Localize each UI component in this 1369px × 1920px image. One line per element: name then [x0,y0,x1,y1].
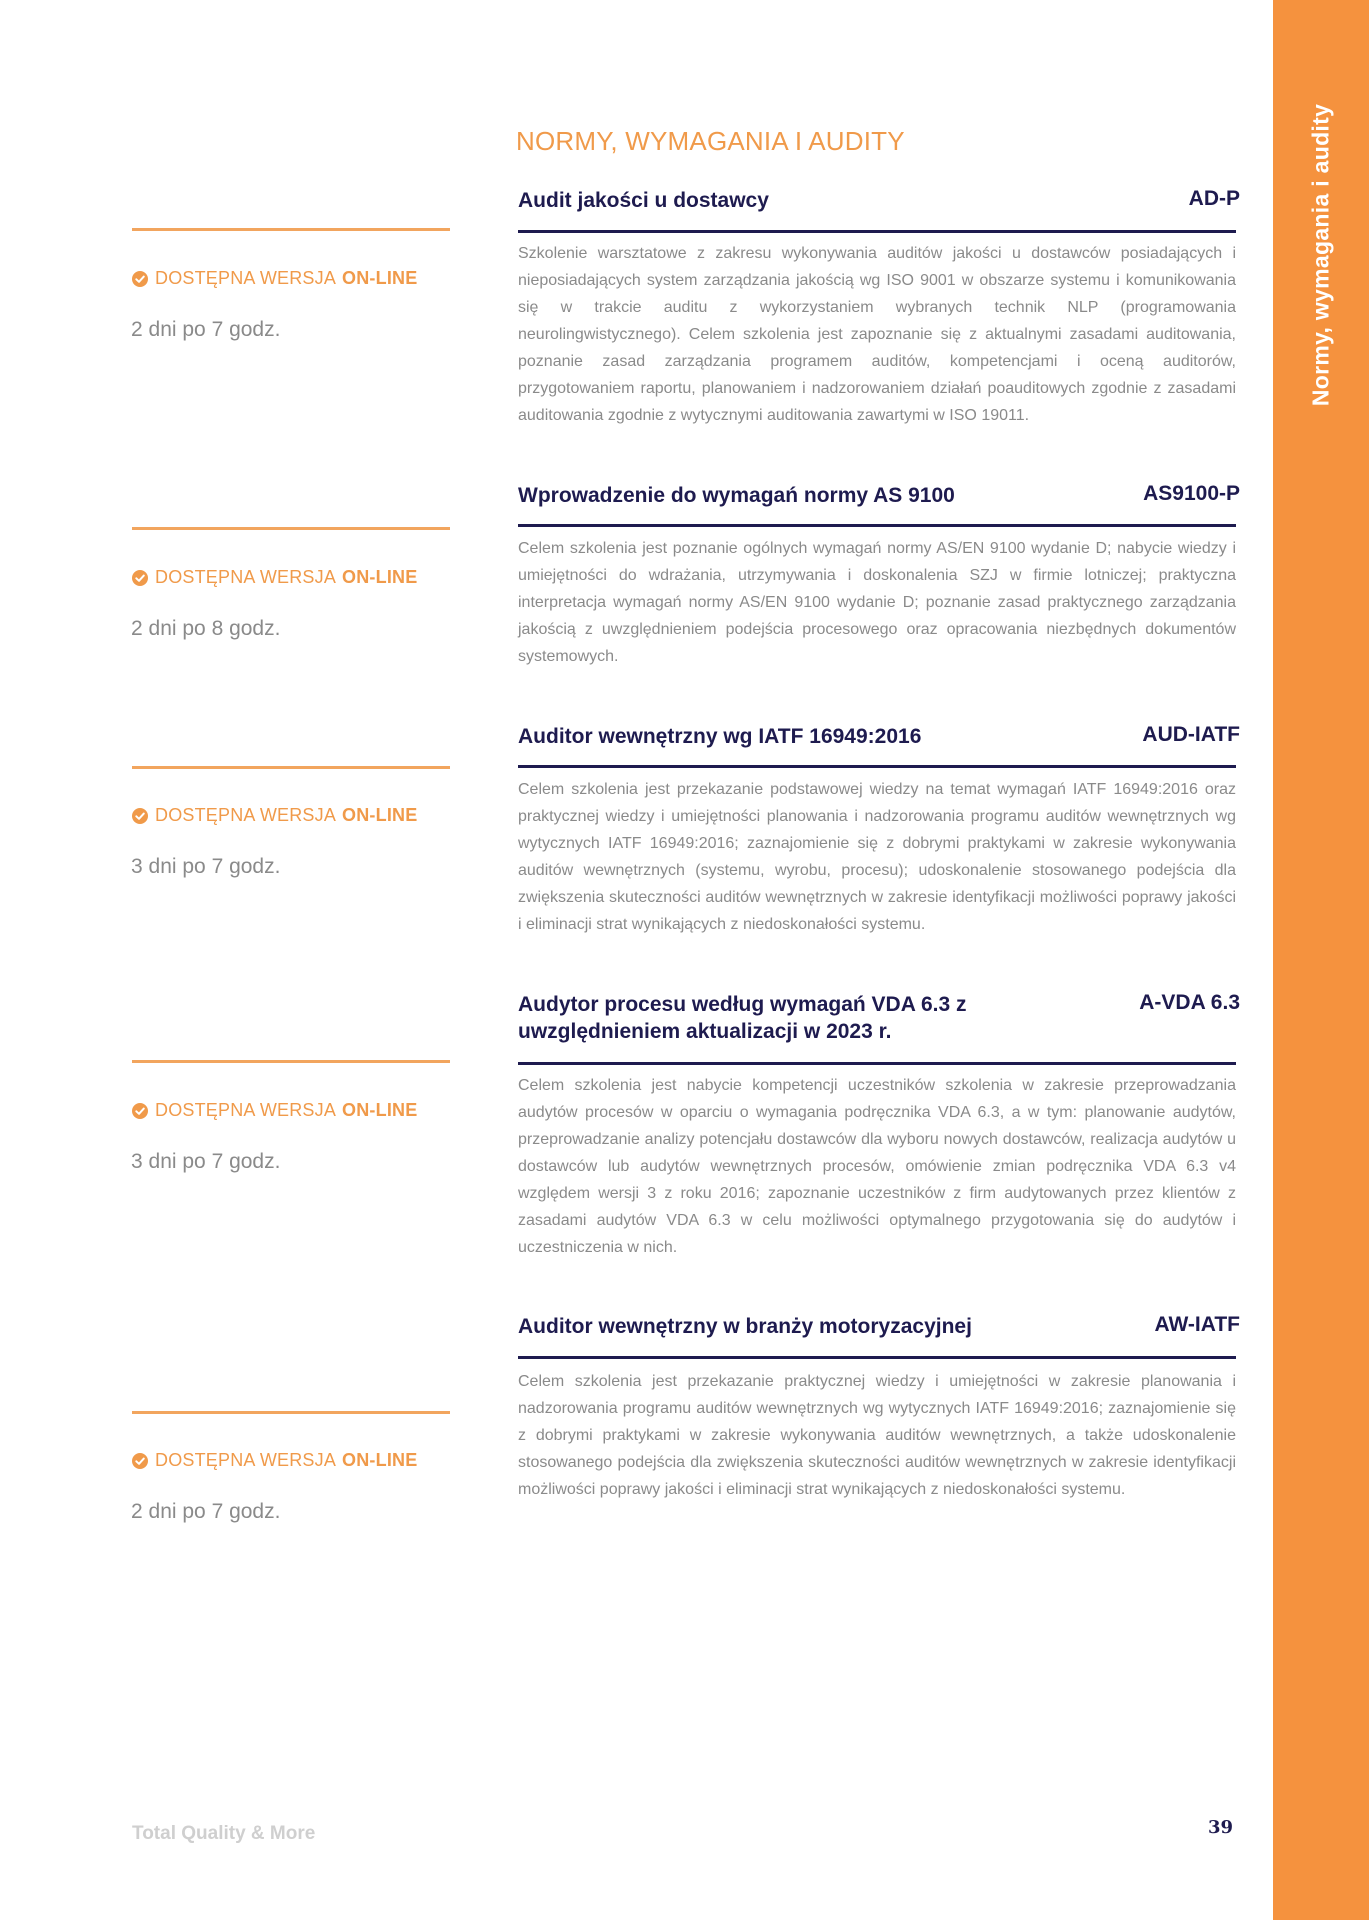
online-badge [132,567,417,588]
online-badge-emphasis: ON-LINE [342,1450,418,1470]
check-circle-icon [132,1453,148,1469]
sidebar-divider [132,228,450,231]
course-description: Celem szkolenia jest poznanie ogólnych wymagań normy AS/EN 9100 wydanie D; nabycie wiedzy i umiejętności do wdrażania, utrzymywania i doskonalenia SZJ w firmie lotniczej; praktyczna interpretacja wymagań normy AS/EN 9100 wydanie D; poznanie zasad praktycznego zarządzania jakością z uwzględnieniem podejścia procesowego oraz opracowania niezbędnych dokumentów systemowych. [518,540,1236,665]
course-title: Audytor procesu według wymagań VDA 6.3 z uwzględnieniem aktualizacji w 2023 r. [518,993,967,1043]
sidebar-divider [132,527,450,530]
course-description: Celem szkolenia jest przekazanie praktycznej wiedzy i umiejętności w zakresie planowania i nadzorowania programu auditów wewnętrznych wg wytycznych IATF 16949:2016; zaznajomienie się z dobrymi praktykami w zakresie wykonywania auditów wewnętrznych, a także udoskonalenie stosowanego podejścia dla zwiększenia skuteczności auditów wewnętrznych w zakresie identyfikacji możliwości poprawy jakości i eliminacji strat wynikających z niedoskonałości systemu. [518,1373,1236,1498]
course-title: Wprowadzenie do wymagań normy AS 9100 [518,484,955,507]
course-code: AW-IATF [1154,1313,1240,1336]
course-description: Celem szkolenia jest nabycie kompetencji uczestników szkolenia w zakresie przeprowadzania audytów procesów w oparciu o wymagania podręcznika VDA 6.3, a w tym: planowanie audytów, przeprowadzanie analizy potencjału dostawców dla wyboru nowych dostawców, realizacja audytów u dostawców lub audytów wewnętrznych procesów, omówienie zmian podręcznika VDA 6.3 v4 względem wersji 3 z roku 2016; zapoznanie uczestników z firm audytowanych przez klientów z zasadami audytów VDA 6.3 w celu możliwości optymalnego przygotowania się do audytów i uczestniczenia w nich. [518,1077,1236,1256]
course-code: A-VDA 6.3 [1139,991,1240,1014]
online-badge [132,1100,417,1121]
course-divider [518,765,1236,768]
course-duration: 3 dni po 7 godz. [131,855,281,878]
course-divider [518,1062,1236,1065]
online-badge [132,805,417,826]
online-badge-prefix: DOSTĘPNA WERSJA [155,567,337,587]
sidebar-divider [132,1411,450,1414]
footer-brand: Total Quality & More [132,1823,316,1844]
side-tab-label: Normy, wymagania i audity [1307,103,1334,407]
course-title: Audit jakości u dostawcy [518,189,769,212]
course-title: Auditor wewnętrzny w branży motoryzacyjnej [518,1315,972,1338]
check-circle-icon [132,271,148,287]
online-badge-emphasis: ON-LINE [342,268,418,288]
course-divider [518,1356,1236,1359]
course-divider [518,524,1236,527]
online-badge [132,268,417,289]
check-circle-icon [132,1103,148,1119]
course-duration: 2 dni po 8 godz. [131,617,281,640]
course-code: AD-P [1188,187,1240,210]
online-badge-prefix: DOSTĘPNA WERSJA [155,1450,337,1470]
check-circle-icon [132,570,148,586]
course-divider [518,230,1236,233]
online-badge-emphasis: ON-LINE [342,805,418,825]
online-badge-prefix: DOSTĘPNA WERSJA [155,268,337,288]
course-code: AS9100-P [1143,482,1240,505]
online-badge-prefix: DOSTĘPNA WERSJA [155,1100,337,1120]
course-duration: 3 dni po 7 godz. [131,1150,281,1173]
online-badge-emphasis: ON-LINE [342,1100,418,1120]
sidebar-divider [132,766,450,769]
course-duration: 2 dni po 7 godz. [131,318,281,341]
course-description: Celem szkolenia jest przekazanie podstawowej wiedzy na temat wymagań IATF 16949:2016 oraz praktycznej wiedzy i umiejętności planowania i nadzorowania programu auditów wewnętrznych wg wytycznych IATF 16949:2016; zaznajomienie się z dobrymi praktykami w zakresie wykonywania auditów wewnętrznych (systemu, wyrobu, procesu); udoskonalenie stosowanego podejścia dla zwiększenia skuteczności auditów wewnętrznych w zakresie identyfikacji możliwości poprawy jakości i eliminacji strat wynikających z niedoskonałości systemu. [518,781,1236,933]
section-title: NORMY, WYMAGANIA I AUDITY [516,126,905,156]
page-number: 39 [1208,1817,1234,1838]
course-description: Szkolenie warsztatowe z zakresu wykonywania auditów jakości u dostawców posiadających i nieposiadających system zarządzania jakością wg ISO 9001 w obszarze systemu i komunikowania się w trakcie auditu z wykorzystaniem wybranych technik NLP (programowania neurolingwistycznego). Celem szkolenia jest zapoznanie się z aktualnymi zasadami auditowania, poznanie zasad zarządzania programem auditów, kompetencjami i oceną auditorów, przygotowaniem raportu, planowaniem i nadzorowaniem działań poauditowych zgodnie z zasadami auditowania zgodnie z wytycznymi auditowania zawartymi w ISO 19011. [518,245,1236,424]
check-circle-icon [132,808,148,824]
course-code: AUD-IATF [1142,723,1240,746]
online-badge-prefix: DOSTĘPNA WERSJA [155,805,337,825]
online-badge [132,1450,417,1471]
course-duration: 2 dni po 7 godz. [131,1500,281,1523]
sidebar-divider [132,1060,450,1063]
course-title: Auditor wewnętrzny wg IATF 16949:2016 [518,725,922,748]
online-badge-emphasis: ON-LINE [342,567,418,587]
side-tab-band [1273,0,1369,1920]
